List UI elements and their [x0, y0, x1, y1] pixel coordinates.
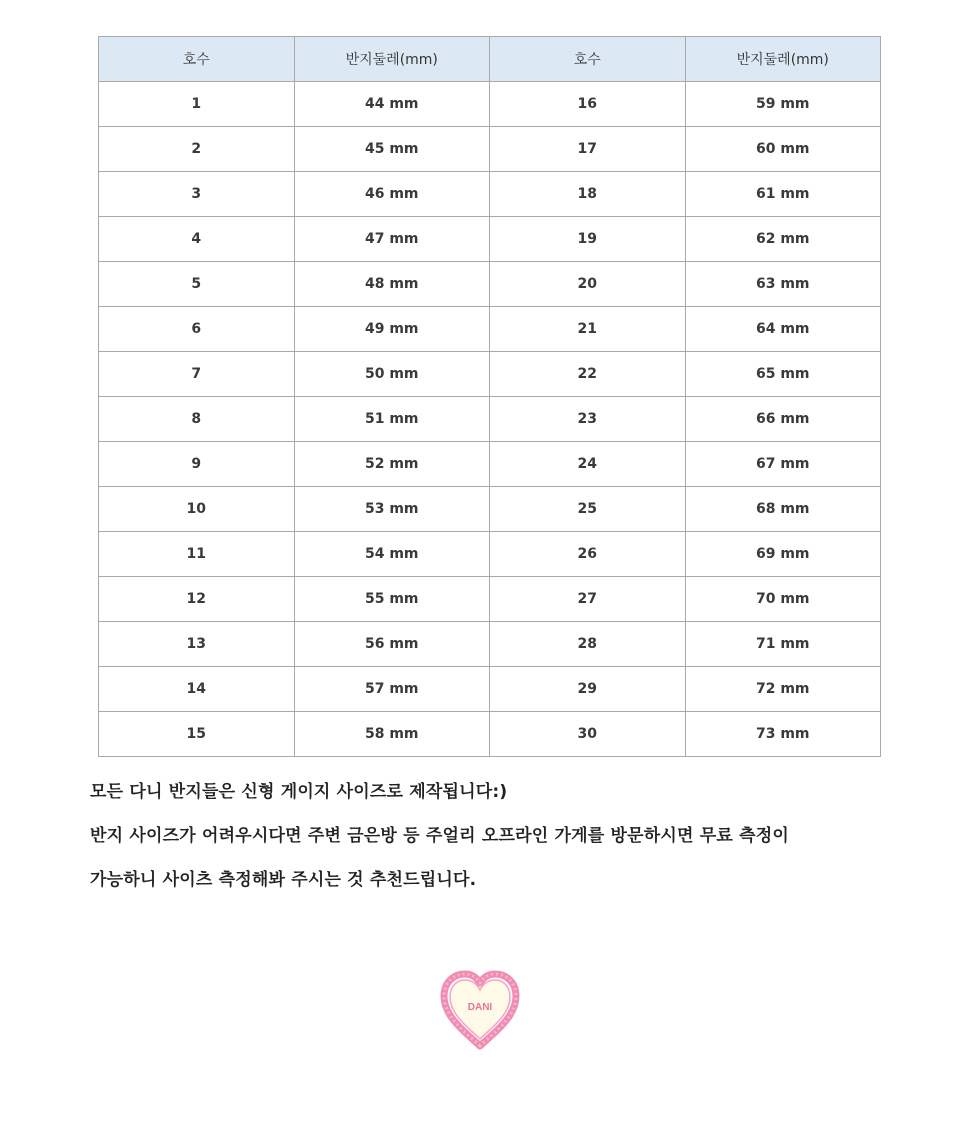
cell-circumference-left: 56 mm: [294, 622, 490, 667]
cell-size-number-left: 1: [99, 82, 295, 127]
table-row: [99, 667, 881, 712]
cell-size-number-left: 7: [99, 352, 295, 397]
cell-circumference-left: 45 mm: [294, 127, 490, 172]
table-row: [99, 127, 881, 172]
logo-text: DANI: [467, 1002, 493, 1013]
cell-size-number-right: 24: [490, 442, 686, 487]
cell-circumference-right: 59 mm: [685, 82, 881, 127]
cell-size-number-right: 21: [490, 307, 686, 352]
cell-size-number-left: 3: [99, 172, 295, 217]
table-row: [99, 622, 881, 667]
cell-size-number-left: 2: [99, 127, 295, 172]
cell-circumference-left: 52 mm: [294, 442, 490, 487]
cell-size-number-left: 14: [99, 667, 295, 712]
cell-size-number-left: 13: [99, 622, 295, 667]
cell-circumference-right: 61 mm: [685, 172, 881, 217]
table-row: [99, 307, 881, 352]
table-row: [99, 442, 881, 487]
cell-circumference-right: 67 mm: [685, 442, 881, 487]
cell-size-number-right: 17: [490, 127, 686, 172]
cell-circumference-right: 71 mm: [685, 622, 881, 667]
cell-size-number-left: 9: [99, 442, 295, 487]
header-circumference-right: 반지둘레(mm): [685, 37, 881, 82]
note-line-store-visit: 반지 사이즈가 어려우시다면 주변 금은방 등 주얼리 오프라인 가게를 방문하시면 무료 측정이: [90, 826, 789, 846]
cell-circumference-left: 46 mm: [294, 172, 490, 217]
cell-circumference-left: 44 mm: [294, 82, 490, 127]
cell-size-number-right: 16: [490, 82, 686, 127]
cell-size-number-left: 5: [99, 262, 295, 307]
cell-size-number-right: 28: [490, 622, 686, 667]
cell-size-number-right: 29: [490, 667, 686, 712]
header-size-number-right: 호수: [490, 37, 686, 82]
cell-circumference-right: 62 mm: [685, 217, 881, 262]
table-row: [99, 262, 881, 307]
header-size-number-left: 호수: [99, 37, 295, 82]
heart-logo-icon: [438, 968, 522, 1052]
cell-circumference-right: 60 mm: [685, 127, 881, 172]
cell-circumference-left: 47 mm: [294, 217, 490, 262]
table-row: [99, 712, 881, 757]
cell-circumference-right: 64 mm: [685, 307, 881, 352]
table-header-row: [99, 37, 881, 82]
table-row: [99, 217, 881, 262]
cell-size-number-right: 20: [490, 262, 686, 307]
size-notes: [90, 776, 890, 908]
cell-size-number-right: 22: [490, 352, 686, 397]
cell-circumference-right: 65 mm: [685, 352, 881, 397]
cell-circumference-left: 53 mm: [294, 487, 490, 532]
table-row: [99, 577, 881, 622]
note-line-gauge: 모든 다니 반지들은 신형 게이지 사이즈로 제작됩니다:): [90, 782, 508, 802]
cell-size-number-right: 25: [490, 487, 686, 532]
dani-logo: [438, 968, 522, 1052]
cell-circumference-right: 63 mm: [685, 262, 881, 307]
cell-circumference-left: 55 mm: [294, 577, 490, 622]
header-circumference-left: 반지둘레(mm): [294, 37, 490, 82]
table-row: [99, 172, 881, 217]
cell-size-number-left: 12: [99, 577, 295, 622]
table-row: [99, 487, 881, 532]
cell-circumference-right: 69 mm: [685, 532, 881, 577]
cell-circumference-left: 50 mm: [294, 352, 490, 397]
cell-size-number-right: 27: [490, 577, 686, 622]
cell-size-number-left: 4: [99, 217, 295, 262]
cell-circumference-right: 66 mm: [685, 397, 881, 442]
cell-circumference-left: 54 mm: [294, 532, 490, 577]
table-row: [99, 532, 881, 577]
cell-circumference-right: 73 mm: [685, 712, 881, 757]
table-row: [99, 352, 881, 397]
note-line-recommend: 가능하니 사이츠 측정해봐 주시는 것 추천드립니다.: [90, 870, 477, 890]
cell-size-number-right: 23: [490, 397, 686, 442]
cell-size-number-left: 15: [99, 712, 295, 757]
ring-size-table: [98, 36, 881, 757]
cell-circumference-right: 70 mm: [685, 577, 881, 622]
cell-size-number-right: 18: [490, 172, 686, 217]
cell-size-number-left: 11: [99, 532, 295, 577]
cell-circumference-left: 49 mm: [294, 307, 490, 352]
cell-size-number-left: 10: [99, 487, 295, 532]
cell-circumference-left: 57 mm: [294, 667, 490, 712]
table-body: [99, 82, 881, 757]
cell-circumference-right: 68 mm: [685, 487, 881, 532]
table-row: [99, 397, 881, 442]
cell-size-number-left: 6: [99, 307, 295, 352]
cell-size-number-right: 19: [490, 217, 686, 262]
cell-size-number-right: 30: [490, 712, 686, 757]
cell-circumference-right: 72 mm: [685, 667, 881, 712]
cell-size-number-left: 8: [99, 397, 295, 442]
cell-circumference-left: 51 mm: [294, 397, 490, 442]
table-row: [99, 82, 881, 127]
cell-circumference-left: 58 mm: [294, 712, 490, 757]
cell-size-number-right: 26: [490, 532, 686, 577]
cell-circumference-left: 48 mm: [294, 262, 490, 307]
